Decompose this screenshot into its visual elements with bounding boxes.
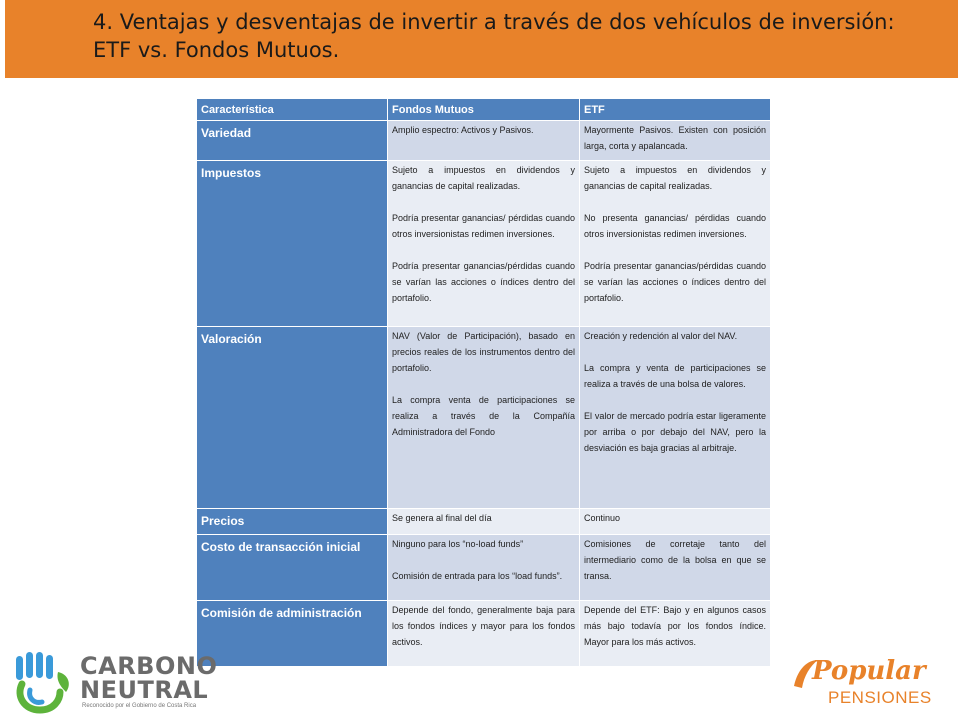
cell-text: Depende del fondo, generalmente baja para los fondos índices y mayor para los fondos activos. <box>392 605 575 647</box>
hand-leaf-icon <box>10 650 78 716</box>
cell-text: Podría presentar ganancias/ pérdidas cuando otros inversionistas redimen inversiones. <box>392 213 575 239</box>
table-header-row <box>197 99 771 121</box>
cell-etf <box>580 121 771 161</box>
cell-mutuos <box>388 121 580 161</box>
cell-etf <box>580 161 771 327</box>
cell-text: Se genera al final del día <box>392 513 492 523</box>
cell-text: Depende del ETF: Bajo y en algunos casos más bajo todavía por los fondos índice. Mayor para los más activos. <box>584 605 766 647</box>
cell-text: Comisión de entrada para los “load funds”. <box>392 571 563 581</box>
row-label-impuestos: Impuestos <box>197 161 388 327</box>
cell-mutuos <box>388 327 580 509</box>
cell-mutuos <box>388 601 580 667</box>
table-row <box>197 161 771 327</box>
title-banner <box>5 0 958 78</box>
cell-etf <box>580 535 771 601</box>
cell-text: El valor de mercado podría estar ligeramente por arriba o por debajo del NAV, pero la desviación es baja gracias al arbitraje. <box>584 411 766 453</box>
row-label-comision-administracion: Comisión de administración <box>197 601 388 667</box>
cell-mutuos <box>388 509 580 535</box>
cell-text: Creación y redención al valor del NAV. <box>584 331 738 341</box>
neutral-text: NEUTRAL <box>80 676 209 704</box>
carbono-text: CARBONO <box>80 652 218 680</box>
cell-text: Sujeto a impuestos en dividendos y ganancias de capital realizadas. <box>392 165 575 191</box>
pensiones-text: PENSIONES <box>828 688 932 707</box>
cell-text: Amplio espectro: Activos y Pasivos. <box>392 125 534 135</box>
comparison-table <box>196 98 771 667</box>
carbono-subtitle: Reconocido por el Gobierno de Costa Rica <box>82 703 197 709</box>
carbono-neutral-logo <box>10 650 218 716</box>
cell-text: La compra venta de participaciones se realiza a través de la Compañía Administradora del Fondo <box>392 395 575 437</box>
cell-text: NAV (Valor de Participación), basado en precios reales de los instrumentos dentro del portafolio. <box>392 331 575 373</box>
popular-brand-text: Popular <box>812 656 926 686</box>
header-caracteristica: Característica <box>197 99 388 121</box>
cell-text: Continuo <box>584 513 621 523</box>
table-row <box>197 327 771 509</box>
cell-mutuos <box>388 535 580 601</box>
header-fondos-mutuos: Fondos Mutuos <box>388 99 580 121</box>
cell-text: La compra y venta de participaciones se realiza a través de una bolsa de valores. <box>584 363 766 389</box>
header-etf: ETF <box>580 99 771 121</box>
cell-etf <box>580 327 771 509</box>
cell-text: Sujeto a impuestos en dividendos y ganancias de capital realizadas. <box>584 165 766 191</box>
popular-pensiones-logo <box>790 656 950 712</box>
table-row <box>197 509 771 535</box>
cell-text: Podría presentar ganancias/pérdidas cuando se varían las acciones o índices dentro del portafolio. <box>392 261 575 303</box>
row-label-precios: Precios <box>197 509 388 535</box>
table-row <box>197 535 771 601</box>
cell-text: No presenta ganancias/ pérdidas cuando otros inversionistas redimen inversiones. <box>584 213 766 239</box>
slide-title: 4. Ventajas y desventajas de invertir a través de dos vehículos de inversión: ETF vs. Fondos Mutuos. <box>93 10 895 62</box>
table-row <box>197 121 771 161</box>
cell-mutuos <box>388 161 580 327</box>
cell-text: Comisiones de corretaje tanto del intermediario como de la bolsa en que se transa. <box>584 539 766 581</box>
cell-etf <box>580 509 771 535</box>
cell-text: Ninguno para los “no-load funds” <box>392 539 524 549</box>
row-label-costo-transaccion: Costo de transacción inicial <box>197 535 388 601</box>
row-label-variedad: Variedad <box>197 121 388 161</box>
row-label-valoracion: Valoración <box>197 327 388 509</box>
table-row <box>197 601 771 667</box>
cell-text: Mayormente Pasivos. Existen con posición larga, corta y apalancada. <box>584 125 766 151</box>
cell-etf <box>580 601 771 667</box>
cell-text: Podría presentar ganancias/pérdidas cuando se varían las acciones o índices dentro del portafolio. <box>584 261 766 303</box>
